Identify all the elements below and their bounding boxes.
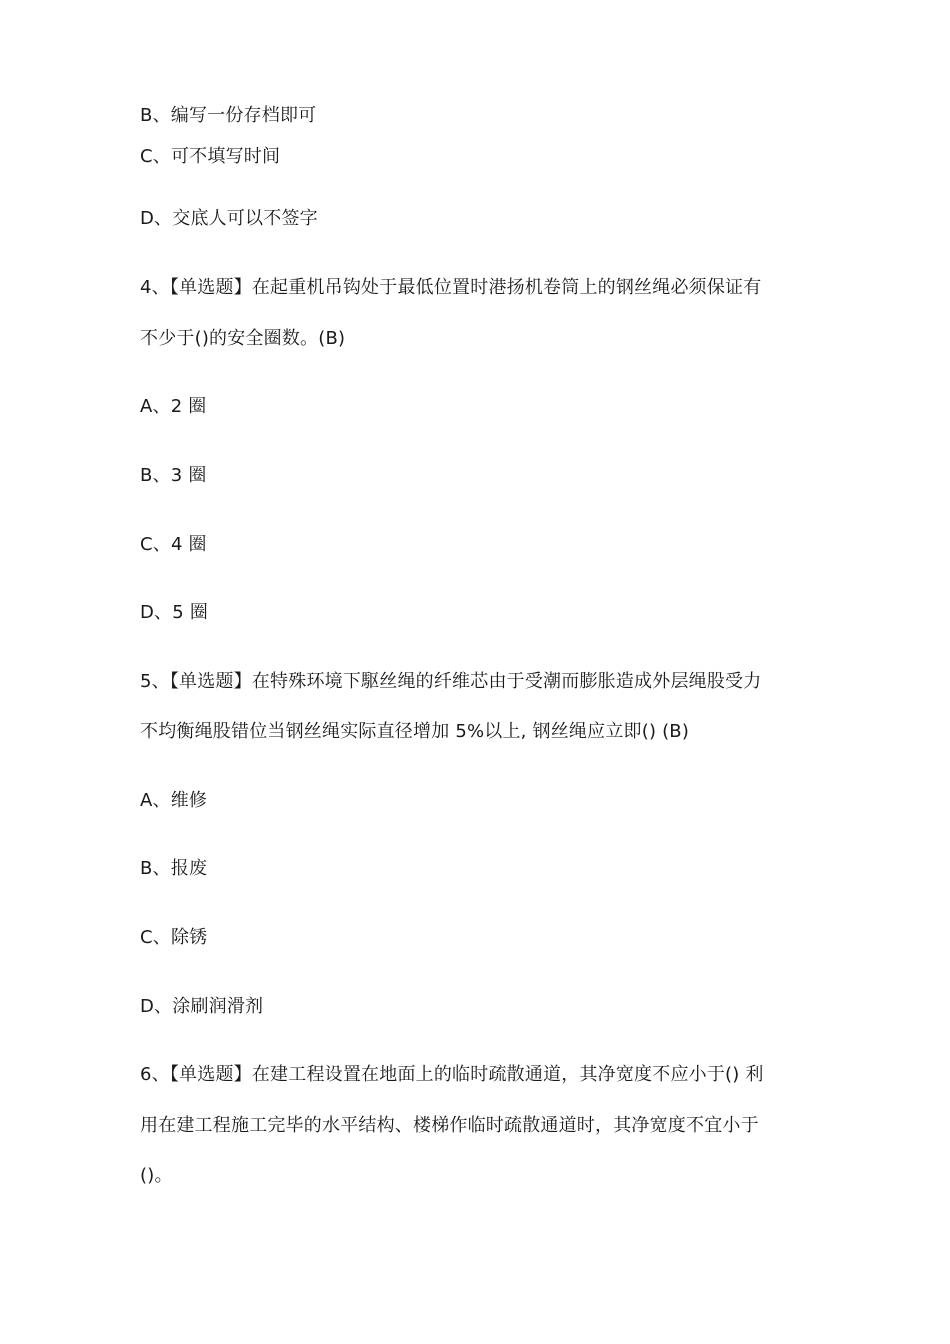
q5-stem-line2: 不均衡绳股错位当钢丝绳实际直径增加 5%以上, 钢丝绳应立即() (B) xyxy=(140,721,690,742)
q6-stem-line3: ()。 xyxy=(140,1165,173,1186)
q5-option-c: C、除锈 xyxy=(140,927,208,948)
q5-option-d: D、涂刷润滑剂 xyxy=(140,996,264,1017)
q5-option-b: B、报废 xyxy=(140,858,208,879)
prev-option-b: B、编写一份存档即可 xyxy=(140,105,317,126)
prev-option-d: D、交底人可以不签字 xyxy=(140,208,318,229)
q4-option-a: A、2 圈 xyxy=(140,396,207,417)
q5-stem-line1: 5、【单选题】在特殊环境下駆丝绳的纤维芯由于受潮而膨胀造成外层绳股受力 xyxy=(140,671,762,692)
q4-option-b: B、3 圈 xyxy=(140,465,207,486)
q4-option-d: D、5 圈 xyxy=(140,602,209,623)
q4-stem-line2: 不少于()的安全圈数。(B) xyxy=(140,328,346,349)
q6-stem-line2: 用在建工程施工完毕的水平结构、楼梯作临时疏散通道时，其净宽度不宜小于 xyxy=(140,1115,759,1136)
q6-stem-line1: 6、【单选题】在建工程设置在地面上的临时疏散通道，其净宽度不应小于() 利 xyxy=(140,1064,764,1085)
q4-stem-line1: 4、【单选题】在起重机吊钩处于最低位置时港扬机卷筒上的钢丝绳必须保证有 xyxy=(140,277,762,298)
q5-option-a: A、维修 xyxy=(140,790,208,811)
prev-option-c: C、可不填写时间 xyxy=(140,146,281,167)
q4-option-c: C、4 圈 xyxy=(140,534,207,555)
